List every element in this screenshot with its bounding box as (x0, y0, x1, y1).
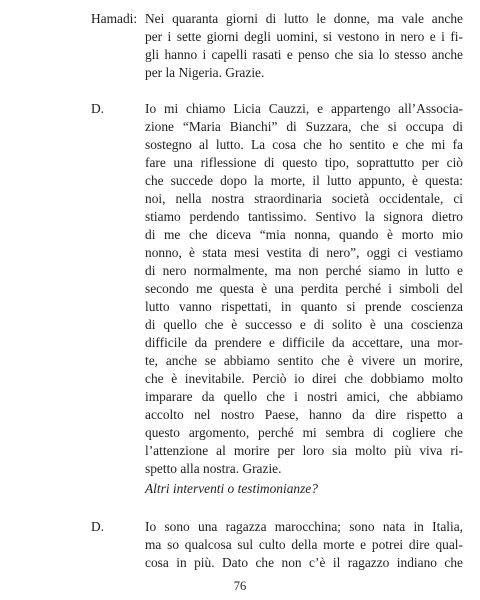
paragraph-line: lutto vanno rispettati, in quanto si prende coscienza (145, 299, 463, 314)
page-number: 76 (233, 579, 247, 593)
paragraph-line: sostegno al lutto. La cosa che ho sentito e che mi fa (145, 137, 463, 152)
paragraph-line: Io mi chiamo Licia Cauzzi, e appartengo all’Associa- (145, 101, 463, 116)
paragraph-line: fare una riflessione di questo tipo, soprattutto per ciò (145, 155, 463, 170)
paragraph-line: cosa in più. Dato che non c’è il ragazzo indiano che (145, 555, 463, 570)
entry-paragraph (145, 10, 463, 82)
paragraph-line: che succede dopo la morte, il lutto appunto, è questa: (145, 173, 463, 188)
paragraph-line: di me che diceva “mia nonna, quando è morto mio (145, 227, 463, 242)
paragraph-line: te, anche se abbiamo sentito che è vivere un morire, (145, 353, 463, 368)
speaker-label: Hamadi: (91, 11, 138, 26)
paragraph-line: spetto alla nostra. Grazie. (145, 461, 282, 476)
entry-paragraph (145, 518, 463, 572)
paragraph-line: l’attenzione al morire per loro sia molto più viva ri- (145, 443, 463, 458)
speaker-label: D. (91, 101, 105, 116)
paragraph-line: zione “Maria Bianchi” di Suzzara, che si occupa di (145, 119, 463, 134)
paragraph-line: di nero normalmente, ma non perché siamo in lutto e (145, 263, 463, 278)
paragraph-line: per i sette giorni degli uomini, si vestono in nero e i fi- (145, 29, 463, 44)
paragraph-line: accolto nel nostro Paese, hanno da dire rispetto a (145, 407, 463, 422)
paragraph-line: imparare da quello che i nostri amici, che abbiamo (145, 389, 463, 404)
paragraph-line: stiamo perdendo tantissimo. Sentivo la signora dietro (145, 209, 463, 224)
paragraph-line: questo argomento, perché mi sembra di cogliere che (145, 425, 463, 440)
paragraph-line: noi, nella nostra straordinaria società occidentale, ci (145, 191, 463, 206)
paragraph-line: difficile da prendere e difficile da accettare, una mor- (145, 335, 463, 350)
paragraph-line: che è inevitabile. Perciò io direi che dobbiamo molto (145, 371, 463, 386)
entry-paragraph (145, 100, 463, 478)
paragraph-line: Io sono una ragazza marocchina; sono nata in Italia, (145, 519, 463, 534)
paragraph-line: gli hanno i capelli rasati e penso che sia lo stesso anche (145, 47, 463, 62)
speaker-label: D. (91, 519, 105, 534)
paragraph-line: Nei quaranta giorni di lutto le donne, ma vale anche (145, 11, 463, 26)
paragraph-line: nonno, è stata mesi vestita di nero”, oggi ci vestiamo (145, 245, 463, 260)
paragraph-line: ma so qualcosa sul culto della morte e potrei dire qual- (145, 537, 463, 552)
paragraph-line: per la Nigeria. Grazie. (145, 65, 265, 80)
moderator-question: Altri interventi o testimonianze? (145, 481, 318, 496)
paragraph-line: di quello che è successo e di solito è una coscienza (145, 317, 463, 332)
paragraph-line: secondo me questa è una perdita perché i simboli del (145, 281, 463, 296)
